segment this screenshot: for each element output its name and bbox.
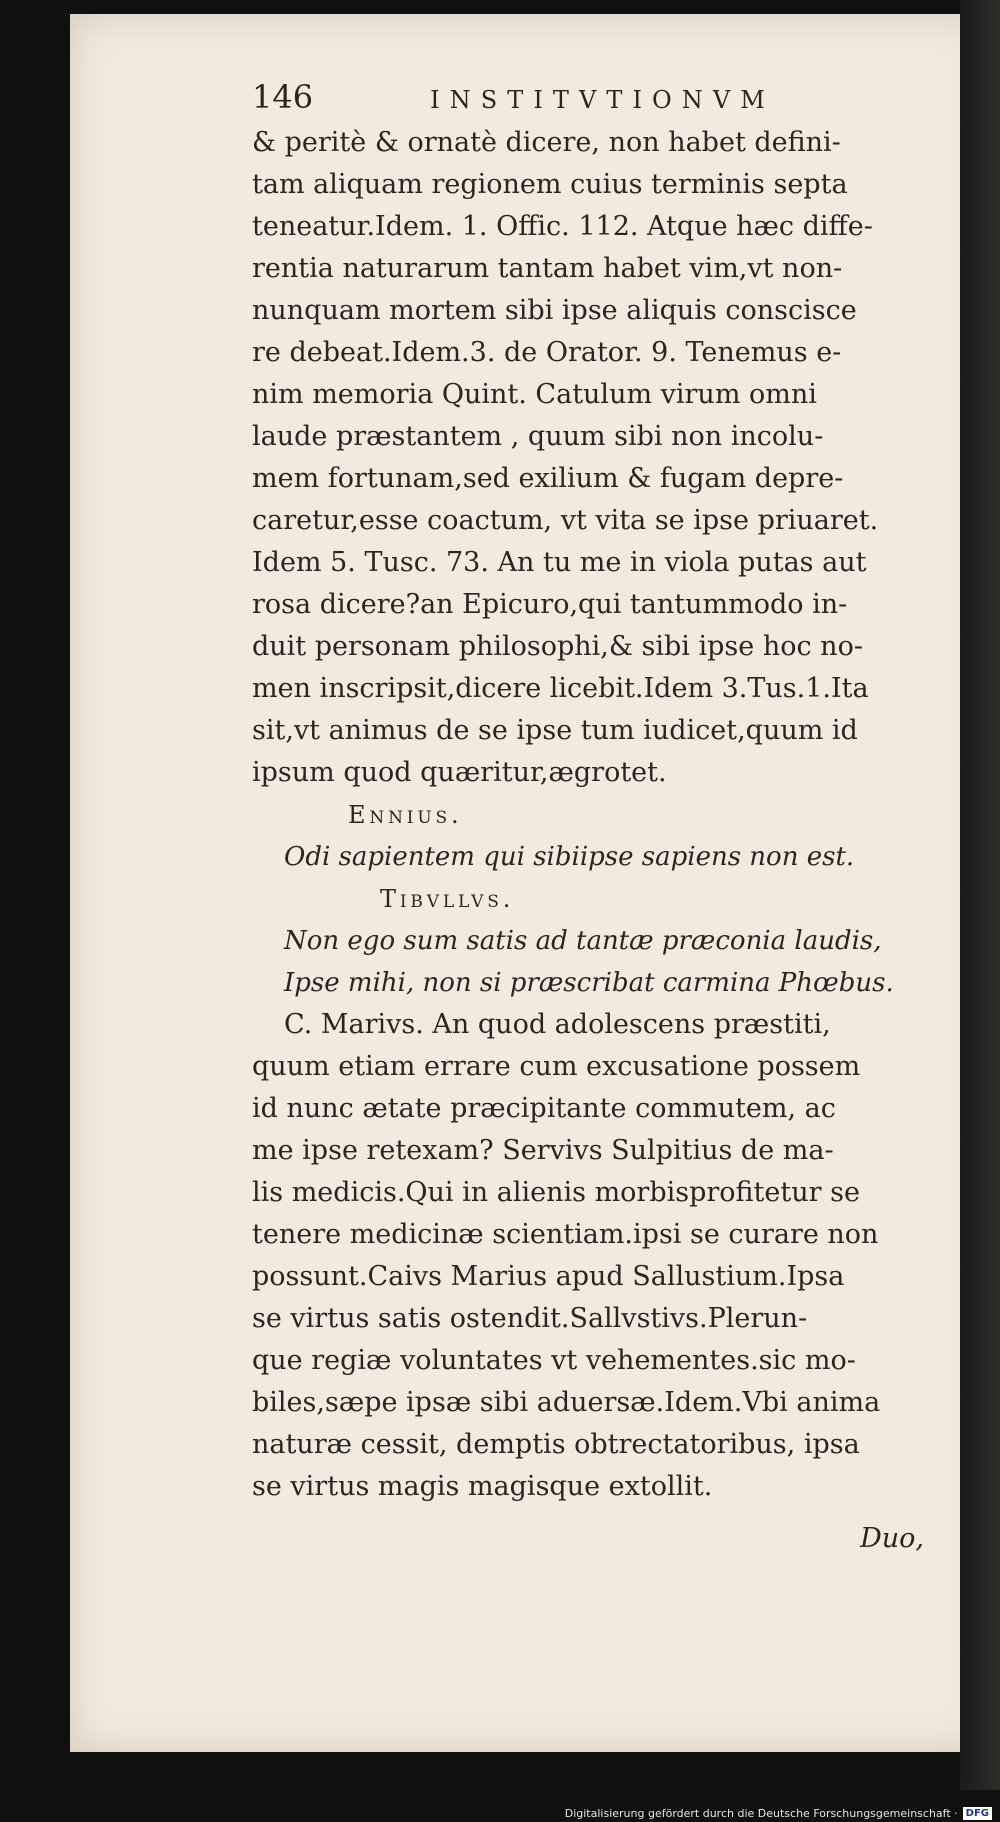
text-line: C. Marivs. An quod adolescens præstiti,	[284, 1009, 831, 1040]
text-line: teneatur.Idem. 1. Offic. 112. Atque hæc diffe-	[252, 211, 873, 242]
text-line: possunt.Caivs Marius apud Sallustium.Ipsa	[252, 1261, 845, 1292]
text-line: se virtus satis ostendit.Sallvstivs.Plerun-	[252, 1303, 808, 1334]
text-line: laude præstantem , quum sibi non incolu-	[252, 421, 824, 452]
page-edge-shadow	[960, 0, 1000, 1790]
catchword: Duo,	[860, 1523, 924, 1554]
text-line: id nunc ætate præcipitante commutem, ac	[252, 1093, 836, 1124]
text-line: se virtus magis magisque extollit.	[252, 1471, 713, 1502]
text-line: ipsum quod quæritur,ægrotet.	[252, 757, 667, 788]
text-line: lis medicis.Qui in alienis morbisprofitetur se	[252, 1177, 860, 1208]
text-line: nunquam mortem sibi ipse aliquis consciscе	[252, 295, 857, 326]
prose-paragraph	[252, 122, 932, 794]
dfg-logo: DFG	[963, 1807, 992, 1820]
digitization-attribution	[565, 1807, 992, 1820]
text-line: que regiæ voluntates vt vehementes.sic mo-	[252, 1345, 856, 1376]
text-line: tam aliquam regionem cuius terminis septa	[252, 169, 848, 200]
text-line: biles,sæpe ipsæ sibi aduersæ.Idem.Vbi anima	[252, 1387, 881, 1418]
text-line: caretur,esse coactum, vt vita se ipse priuaret.	[252, 505, 879, 536]
running-head	[252, 78, 932, 122]
marius-paragraph	[252, 1004, 932, 1508]
text-line: men inscripsit,dicere licebit.Idem 3.Tus.1.Ita	[252, 673, 869, 704]
text-line: duit personam philosophi,& sibi ipse hoc no-	[252, 631, 863, 662]
text-line: naturæ cessit, demptis obtrectatoribus, ipsa	[252, 1429, 860, 1460]
attribution-text: Digitalisierung gefördert durch die Deutsche Forschungsgemeinschaft ·	[564, 1807, 958, 1820]
text-line: tenere medicinæ scientiam.ipsi se curare non	[252, 1219, 879, 1250]
text-line: re debeat.Idem.3. de Orator. 9. Tenemus e-	[252, 337, 842, 368]
text-line: rentia naturarum tantam habet vim,vt non-	[252, 253, 843, 284]
verse-line-tibullus: Non ego sum satis ad tantæ præconia laudis,	[284, 926, 882, 956]
text-line: nim memoria Quint. Catulum virum omni	[252, 379, 817, 410]
text-line: mem fortunam,sed exilium & fugam depre-	[252, 463, 844, 494]
page-number: 146	[252, 78, 314, 116]
text-line: Idem 5. Tusc. 73. An tu me in viola putas aut	[252, 547, 867, 578]
text-line: quum etiam errare cum excusatione possem	[252, 1051, 861, 1082]
text-line: sit,vt animus de se ipse tum iudicet,quum id	[252, 715, 858, 746]
page-text-block	[252, 78, 932, 1560]
author-heading-ennius: Ennius.	[348, 801, 463, 829]
text-line: rosa dicere?an Epicuro,qui tantummodo in-	[252, 589, 848, 620]
verse-line-ennius: Odi sapientem qui sibiipse sapiens non est.	[284, 842, 855, 872]
text-line: me ipse retexam? Servivs Sulpitius de ma-	[252, 1135, 834, 1166]
running-head-title: INSTITVTIONVM	[430, 86, 775, 114]
verse-line-tibullus: Ipse mihi, non si præscribat carmina Phœbus.	[284, 968, 894, 998]
text-line: & peritè & ornatè dicere, non habet defini-	[252, 127, 841, 158]
author-heading-tibullus: Tibvllvs.	[380, 885, 515, 913]
